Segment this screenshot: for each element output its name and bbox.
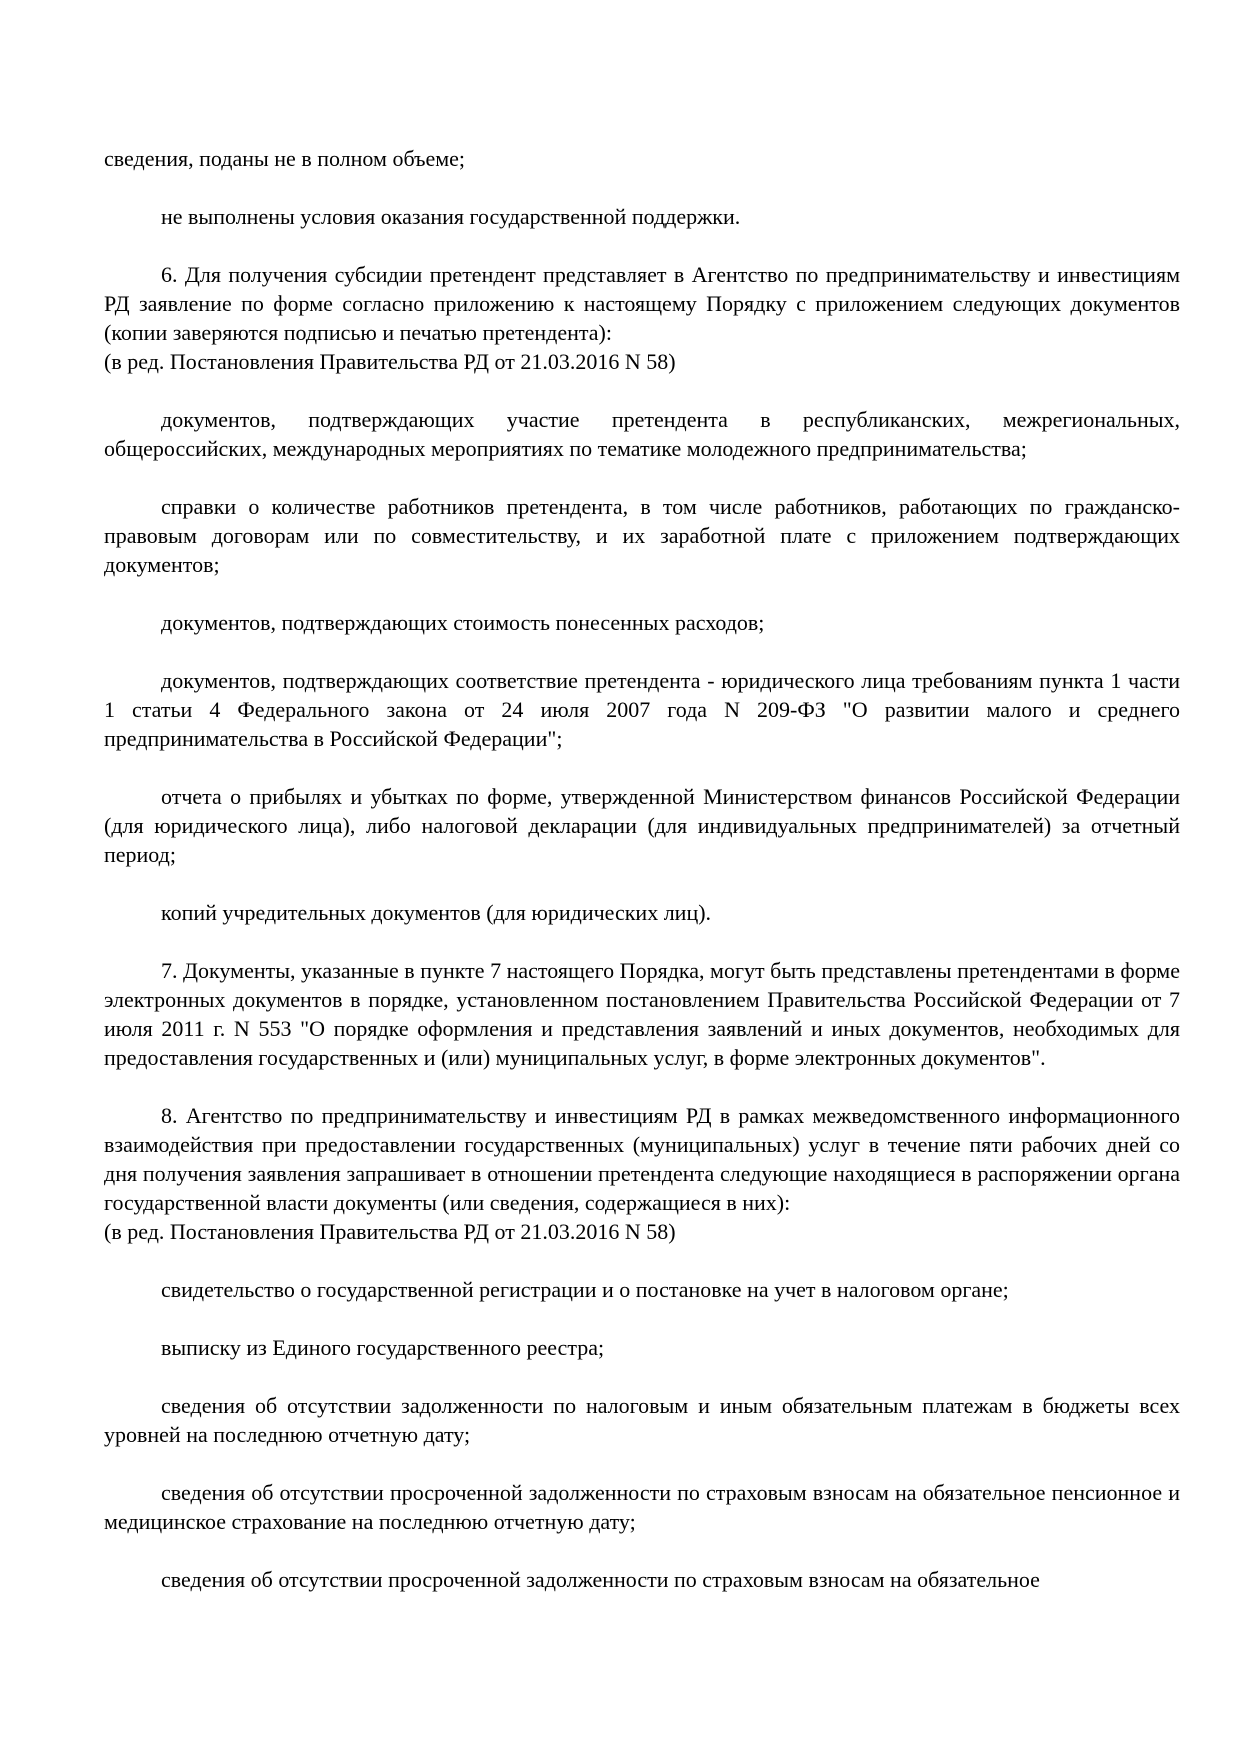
paragraph-block (104, 1565, 1180, 1594)
paragraph-block (104, 782, 1180, 869)
amendment-note: (в ред. Постановления Правительства РД от 21.03.2016 N 58) (104, 349, 676, 374)
paragraph-text: сведения об отсутствии просроченной задолженности по страховым взносам на обязательное пенсионное и медицинское страхование на последнюю отчетную дату; (104, 1480, 1180, 1534)
paragraph-block (104, 144, 1180, 173)
paragraph-block-item-6 (104, 260, 1180, 376)
paragraph-text: 7. Документы, указанные в пункте 7 настоящего Порядка, могут быть представлены претендентами в форме электронных документов в порядке, установленном постановлением Правительства Российской Федерации от 7 июля 2011 г. N 553 "О порядке оформления и представления заявлений и иных документов, необходимых для предоставления государственных и (или) муниципальных услуг, в форме электронных документов". (104, 958, 1180, 1070)
paragraph-text: копий учредительных документов (для юридических лиц). (161, 900, 712, 925)
paragraph-text: сведения об отсутствии задолженности по налоговым и иным обязательным платежам в бюджеты всех уровней на последнюю отчетную дату; (104, 1393, 1180, 1447)
paragraph-text: сведения об отсутствии просроченной задолженности по страховым взносам на обязательное (161, 1567, 1040, 1592)
paragraph-block (104, 666, 1180, 753)
paragraph-block (104, 1391, 1180, 1449)
paragraph-text: справки о количестве работников претендента, в том числе работников, работающих по гражданско-правовым договорам или по совместительству, и их заработной плате с приложением подтверждающих документов; (104, 494, 1180, 577)
paragraph-text: документов, подтверждающих участие претендента в республиканских, межрегиональных, общероссийских, международных мероприятиях по тематике молодежного предпринимательства; (104, 407, 1180, 461)
document-text-column (104, 144, 1180, 1623)
paragraph-text: отчета о прибылях и убытках по форме, утвержденной Министерством финансов Российской Федерации (для юридического лица), либо налоговой декларации (для индивидуальных предпринимателей) за отчетный период; (104, 784, 1180, 867)
paragraph-block (104, 492, 1180, 579)
paragraph-block (104, 1333, 1180, 1362)
amendment-note: (в ред. Постановления Правительства РД от 21.03.2016 N 58) (104, 1219, 676, 1244)
paragraph-block (104, 608, 1180, 637)
paragraph-block (104, 1478, 1180, 1536)
paragraph-block (104, 202, 1180, 231)
paragraph-text: свидетельство о государственной регистрации и о постановке на учет в налоговом органе; (161, 1277, 1009, 1302)
paragraph-text: документов, подтверждающих соответствие претендента - юридического лица требованиям пункта 1 части 1 статьи 4 Федерального закона от 24 июля 2007 года N 209-ФЗ "О развитии малого и среднего предпринимательства в Российской Федерации"; (104, 668, 1180, 751)
paragraph-text: не выполнены условия оказания государственной поддержки. (161, 204, 741, 229)
paragraph-text: сведения, поданы не в полном объеме; (104, 146, 466, 171)
paragraph-text: 8. Агентство по предпринимательству и инвестициям РД в рамках межведомственного информационного взаимодействия при предоставлении государственных (муниципальных) услуг в течение пяти рабочих дней со дня получения заявления запрашивает в отношении претендента следующие находящиеся в распоряжении органа государственной власти документы (или сведения, содержащиеся в них): (104, 1103, 1180, 1215)
paragraph-block (104, 898, 1180, 927)
paragraph-block (104, 405, 1180, 463)
paragraph-block-item-7 (104, 956, 1180, 1072)
paragraph-text: выписку из Единого государственного реестра; (161, 1335, 605, 1360)
paragraph-block (104, 1275, 1180, 1304)
paragraph-text: 6. Для получения субсидии претендент представляет в Агентство по предпринимательству и инвестициям РД заявление по форме согласно приложению к настоящему Порядку с приложением следующих документов (копии заверяются подписью и печатью претендента): (104, 262, 1180, 345)
paragraph-text: документов, подтверждающих стоимость понесенных расходов; (161, 610, 765, 635)
paragraph-block-item-8 (104, 1101, 1180, 1246)
